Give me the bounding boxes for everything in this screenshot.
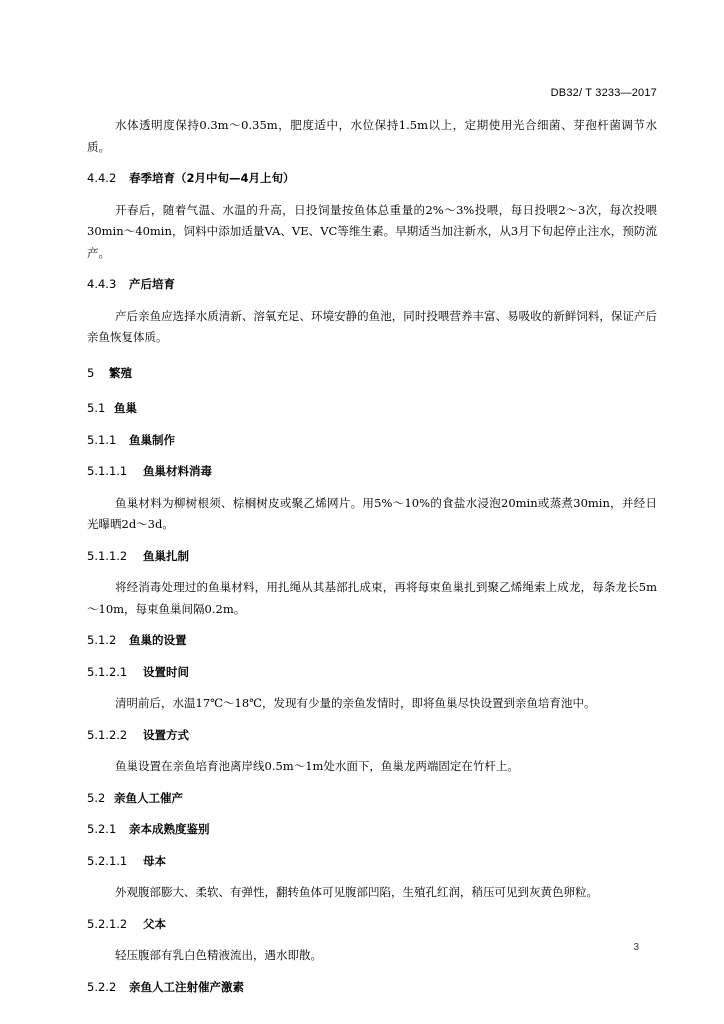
section-number: 5.1.1 [87, 432, 117, 447]
section-number: 5.1.2.1 [87, 664, 128, 679]
section-title: 亲鱼人工催产 [114, 790, 183, 805]
section-title: 鱼巢的设置 [129, 633, 187, 647]
heading-5-1 [87, 398, 657, 420]
section-title: 母本 [143, 853, 166, 868]
section-number: 4.4.3 [87, 277, 117, 291]
section-number: 5.1.1.2 [87, 548, 128, 563]
section-number: 5.1.1.1 [87, 464, 128, 478]
section-number: 4.4.2 [87, 171, 117, 185]
paragraph-postpartum-rearing: 产后亲鱼应选择水质清新、溶氧充足、环境安静的鱼池，同时投喂营养丰富、易吸收的新鲜饲料，保证产后亲鱼恢复体质。 [87, 308, 657, 344]
section-number: 5 [87, 365, 95, 380]
paragraph-setting-time: 清明前后，水温17℃～18℃，发现有少量的亲鱼发情时，即将鱼巢尽快设置到亲鱼培育池中。 [115, 696, 596, 710]
heading-5-1-2-1 [87, 662, 657, 684]
section-title: 亲鱼人工注射催产激素 [129, 979, 244, 994]
paragraph-nest-binding: 将经消毒处理过的鱼巢材料，用扎绳从其基部扎成束，再将每束鱼巢扎到聚乙烯绳索上成龙，每条龙长5m～10m，每束鱼巢间隔0.2m。 [87, 580, 657, 616]
heading-5-2-2 [87, 977, 657, 999]
standard-code: DB32/ T 3233—2017 [550, 87, 657, 99]
section-title: 设置时间 [143, 664, 189, 679]
section-title: 繁殖 [109, 365, 132, 380]
paragraph-spring-rearing: 开春后，随着气温、水温的升高，日投饲量按鱼体总重量的2%～3%投喂，每日投喂2～3次，每次投喂30min～40min，饲料中添加适量VA、VE、VC等维生素。早期适当加注新水，从3月下旬起停止注水，预防流产。 [87, 202, 657, 260]
heading-5-2-1-1 [87, 851, 657, 873]
section-number: 5.1.2.2 [87, 727, 128, 742]
document-body [87, 115, 657, 998]
heading-5-1-1-1 [87, 461, 657, 483]
section-title: 鱼巢 [114, 401, 137, 415]
section-number: 5.2 [87, 790, 106, 805]
paragraph-female-parent: 外观腹部膨大、柔软、有弹性，翻转鱼体可见腹部凹陷，生殖孔红润，稍压可见到灰黄色卵粒。 [115, 885, 598, 899]
paragraph-nest-disinfection: 鱼巢材料为柳树根须、棕榈树皮或聚乙烯网片。用5%～10%的食盐水浸泡20min或蒸煮30min，并经日光曝晒2d～3d。 [87, 495, 657, 531]
paragraph-male-parent: 轻压腹部有乳白色精液流出，遇水即散。 [115, 948, 322, 962]
section-number: 5.2.1.2 [87, 916, 128, 931]
heading-5-1-2-2 [87, 725, 657, 747]
heading-4-4-3 [87, 274, 657, 296]
heading-5 [87, 363, 657, 385]
page-number: 3 [633, 942, 639, 953]
section-title: 产后培育 [129, 277, 175, 291]
heading-4-4-2 [87, 168, 657, 190]
section-title: 鱼巢扎制 [143, 548, 189, 563]
heading-5-2 [87, 788, 657, 810]
paragraph-setting-method: 鱼巢设置在亲鱼培育池离岸线0.5m～1m处水面下，鱼巢龙两端固定在竹杆上。 [115, 759, 519, 773]
paragraph-water-quality: 水体透明度保持0.3m～0.35m，肥度适中，水位保持1.5m以上，定期使用光合细菌、芽孢杆菌调节水质。 [87, 118, 657, 154]
heading-5-2-1-2 [87, 914, 657, 936]
section-title: 父本 [143, 916, 166, 931]
section-number: 5.1 [87, 401, 106, 415]
section-number: 5.2.2 [87, 979, 117, 994]
section-number: 5.1.2 [87, 633, 117, 647]
section-title: 设置方式 [143, 727, 189, 742]
heading-5-1-1-2 [87, 546, 657, 568]
section-title: 春季培育（2月中旬—4月上旬） [129, 171, 295, 185]
section-title: 亲本成熟度鉴别 [129, 822, 210, 836]
heading-5-2-1 [87, 819, 657, 841]
section-title: 鱼巢材料消毒 [143, 464, 212, 478]
heading-5-1-1 [87, 430, 657, 452]
heading-5-1-2 [87, 630, 657, 652]
section-number: 5.2.1.1 [87, 853, 128, 868]
section-number: 5.2.1 [87, 822, 117, 836]
section-title: 鱼巢制作 [129, 432, 175, 447]
